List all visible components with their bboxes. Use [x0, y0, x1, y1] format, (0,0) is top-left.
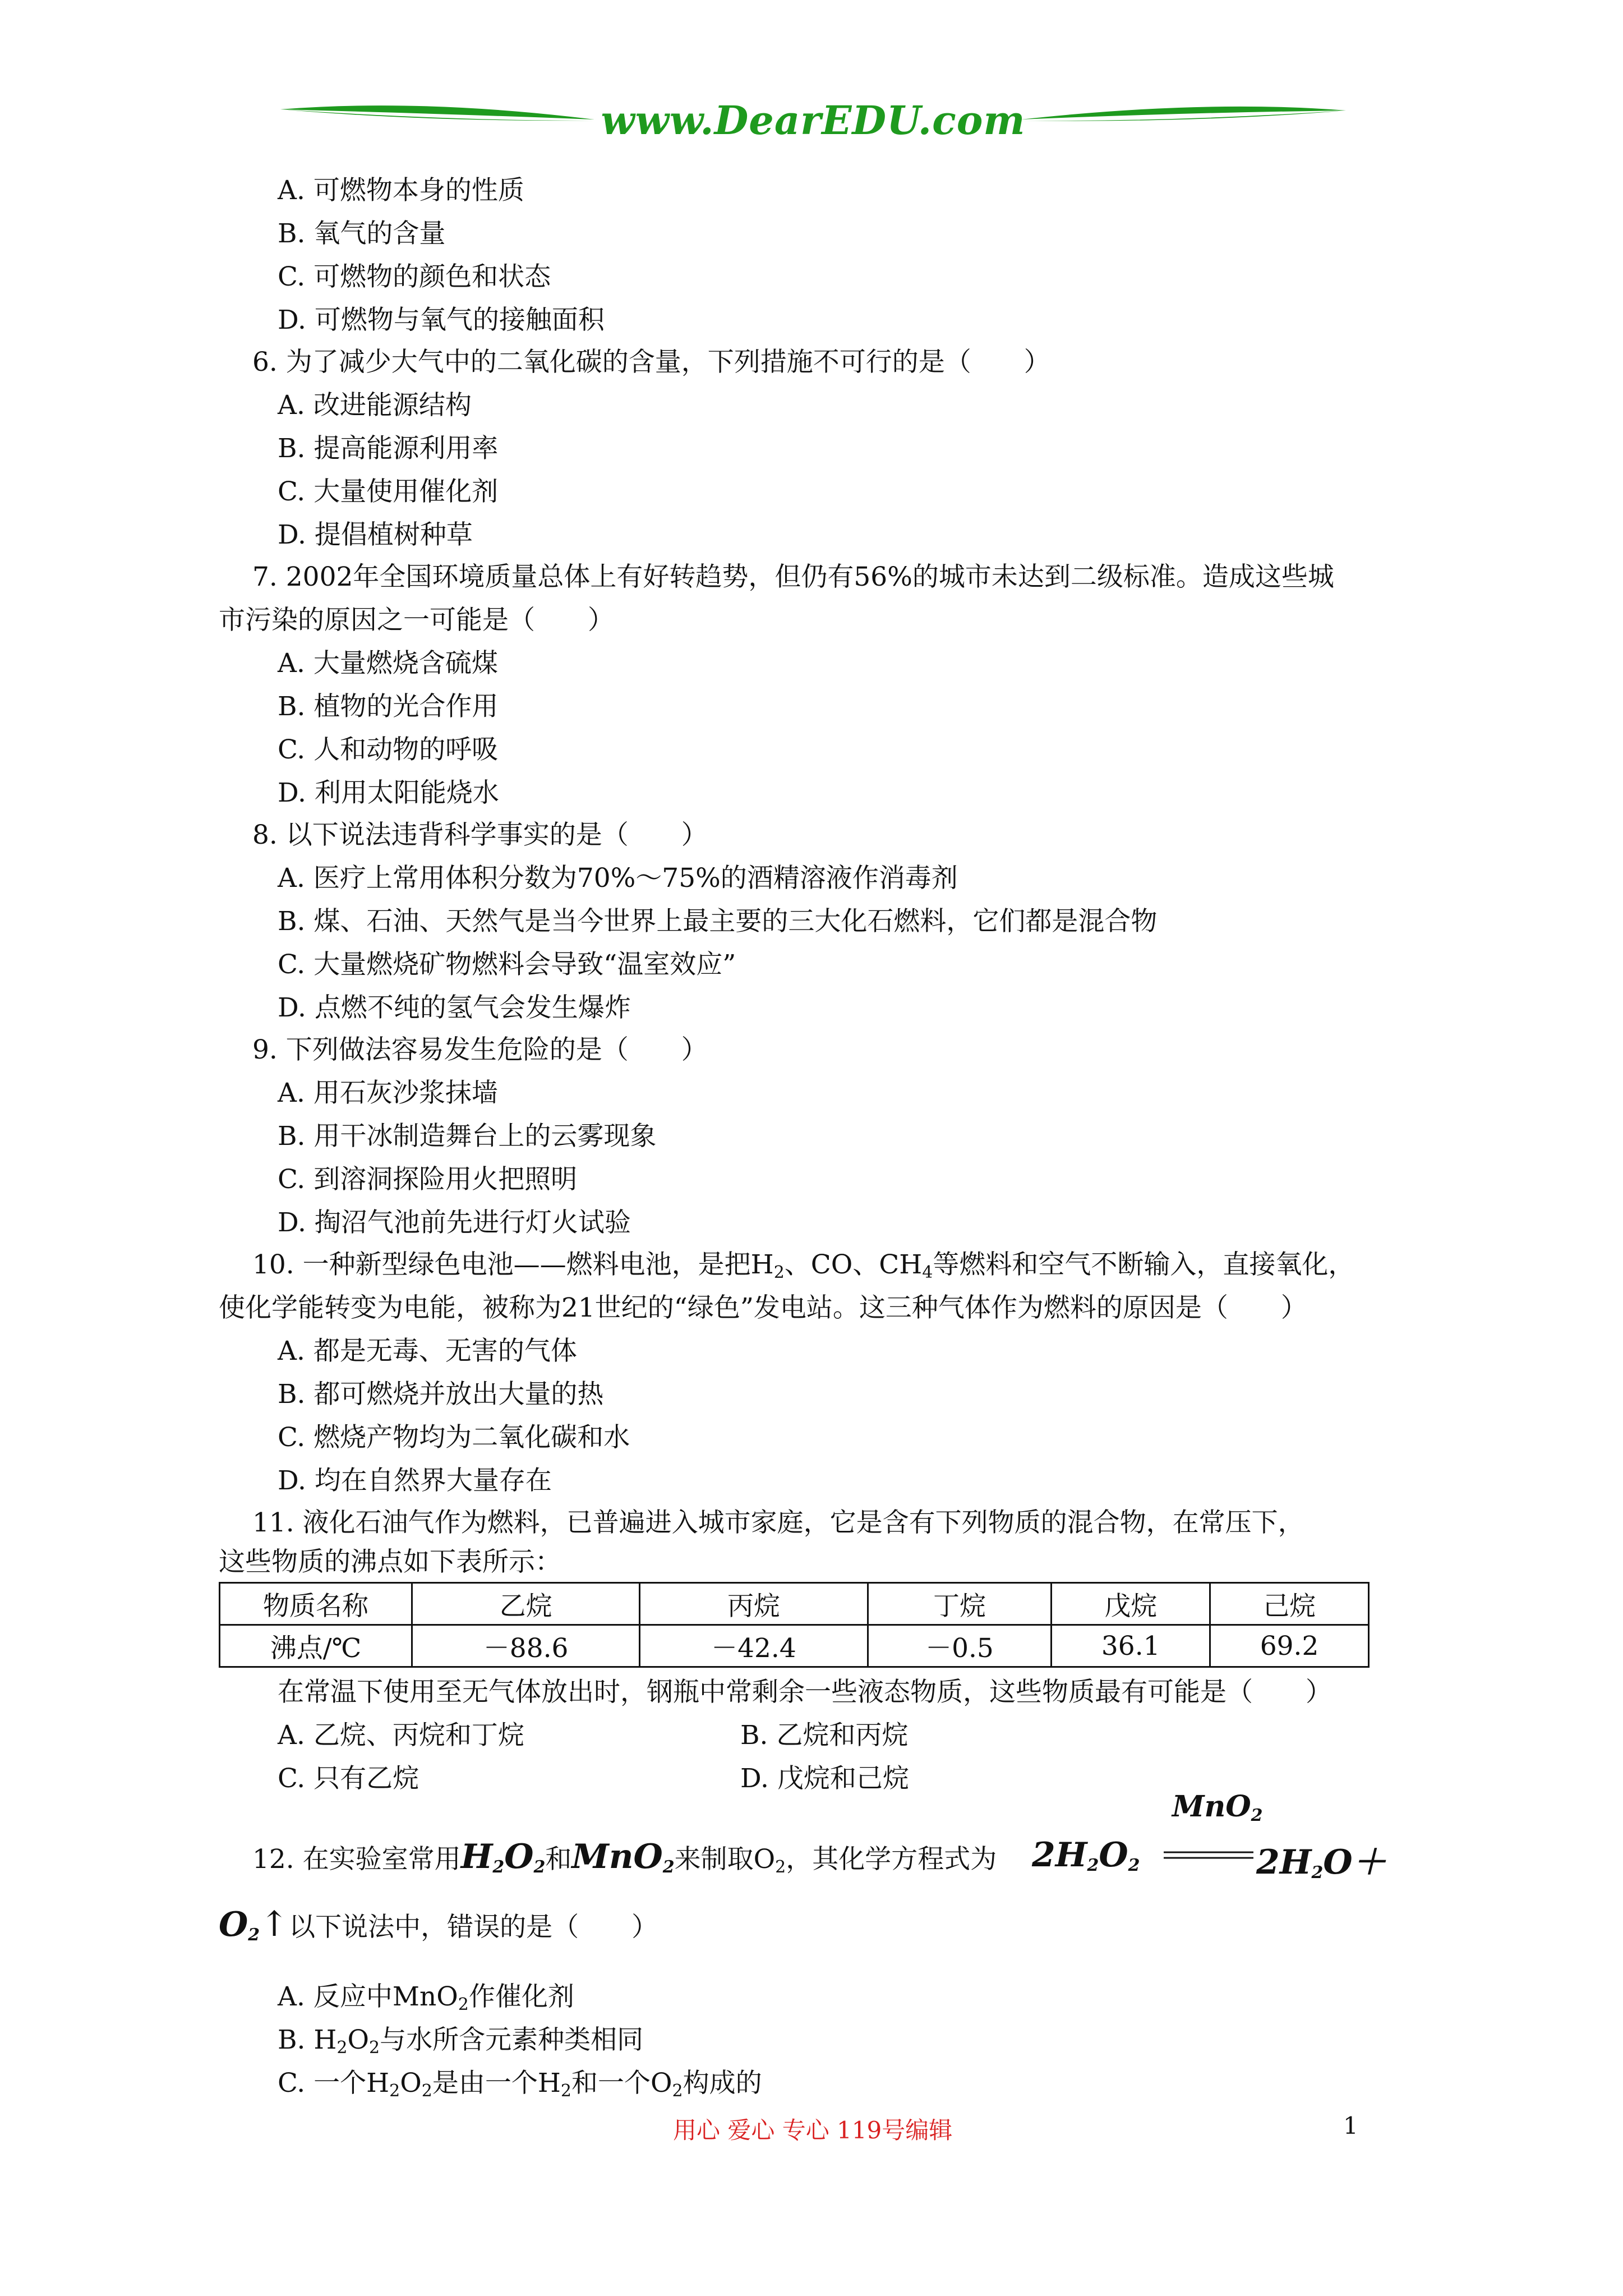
q12-tail: 以下说法中，错误的是（ ） [289, 1912, 658, 1943]
q7-option-b: B. 植物的光合作用 [278, 691, 499, 722]
q7-stem-line1: 7. 2002年全国环境质量总体上有好转趋势，但仍有56%的城市未达到二级标准。造成这些城 [252, 562, 1334, 592]
page-number: 1 [1343, 2112, 1358, 2139]
q10-sub-2: 2 [773, 1263, 785, 1282]
q8-option-d: D. 点燃不纯的氢气会发生爆炸 [278, 992, 631, 1023]
q7-stem-line2: 市污染的原因之一可能是（ ） [219, 605, 614, 636]
q5-option-c: C. 可燃物的颜色和状态 [278, 261, 551, 292]
table-cell: 丁烷 [868, 1583, 1052, 1625]
q10-stem-mid: 、CO、CH [784, 1249, 923, 1280]
q11-option-a: A. 乙烷、丙烷和丁烷 [278, 1720, 524, 1751]
q6-option-a: A. 改进能源结构 [278, 390, 472, 421]
q10-option-c: C. 燃烧产物均为二氧化碳和水 [278, 1422, 630, 1453]
boiling-point-table [219, 1582, 1370, 1668]
table-cell: －88.6 [412, 1625, 640, 1667]
table-cell: 沸点/℃ [220, 1625, 412, 1667]
table-cell: 69.2 [1210, 1625, 1369, 1667]
q10-option-b: B. 都可燃烧并放出大量的热 [278, 1379, 604, 1410]
q12-option-c: C. 一个$H_2O_2$是由一个$H_2$和一个$O_2$构成的 [278, 2068, 762, 2101]
q12-option-b: B. $H_2O_2$与水所含元素种类相同 [278, 2024, 644, 2058]
q5-option-b: B. 氧气的含量 [278, 218, 446, 249]
equation-catalyst: MnO$_2$ [1172, 1789, 1263, 1825]
q7-option-a: A. 大量燃烧含硫煤 [278, 648, 498, 679]
q12-stem-line2 [219, 1903, 658, 1945]
q12-stem-line1: 12. 在实验室常用$H_2O_2$和MnO$_2$来制取$O_2$，其化学方程式为 [252, 1837, 997, 1877]
q6-option-b: B. 提高能源利用率 [278, 433, 499, 464]
q6-stem: 6. 为了减少大气中的二氧化碳的含量，下列措施不可行的是（ ） [252, 347, 1050, 378]
formula-h2o2: $H_2O_2$ [460, 1837, 546, 1877]
q9-option-b: B. 用干冰制造舞台上的云雾现象 [278, 1121, 657, 1152]
q11-option-b: B. 乙烷和丙烷 [740, 1720, 909, 1751]
q10-stem-prefix: 10. 一种新型绿色电池——燃料电池，是把H [252, 1249, 774, 1280]
q7-option-d: D. 利用太阳能烧水 [278, 777, 499, 808]
q12-stem-num: 12. 在实验室常用 [252, 1844, 461, 1875]
gas-arrow-icon: ↑ [260, 1903, 289, 1944]
equation-right: $2H_2O+$ [1256, 1843, 1386, 1883]
q9-stem: 9. 下列做法容易发生危险的是（ ） [252, 1034, 708, 1065]
formula-mno2: MnO$_2$ [571, 1837, 675, 1877]
table-cell: 己烷 [1210, 1583, 1369, 1625]
formula-o2: $O_2$ [219, 1905, 260, 1945]
q12-and: 和 [545, 1844, 572, 1875]
q10-sub-4: 4 [922, 1263, 933, 1282]
q11-stem-line1: 11. 液化石油气作为燃料，已普遍进入城市家庭，它是含有下列物质的混合物，在常压下， [252, 1507, 1304, 1538]
q5-option-d: D. 可燃物与氧气的接触面积 [278, 305, 605, 335]
q6-option-d: D. 提倡植树种草 [278, 519, 473, 550]
table-cell: 物质名称 [220, 1583, 412, 1625]
site-header [280, 93, 1346, 154]
table-cell: 丙烷 [640, 1583, 868, 1625]
q9-option-c: C. 到溶洞探险用火把照明 [278, 1164, 578, 1195]
q10-stem-suffix: 等燃料和空气不断输入，直接氧化， [933, 1249, 1355, 1280]
site-logo-text: www.DearEDU.com [601, 97, 1026, 144]
table-cell: 36.1 [1052, 1625, 1210, 1667]
q11-option-c: C. 只有乙烷 [278, 1763, 419, 1794]
q12-after: ，其化学方程式为 [786, 1844, 997, 1875]
q8-option-a: A. 医疗上常用体积分数为70%～75%的酒精溶液作消毒剂 [278, 863, 958, 894]
q11-option-d: D. 戊烷和己烷 [740, 1763, 909, 1794]
table-cell: －42.4 [640, 1625, 868, 1667]
q7-option-c: C. 人和动物的呼吸 [278, 734, 499, 765]
q9-option-d: D. 掏沼气池前先进行灯火试验 [278, 1207, 631, 1238]
footer-note: 用心 爱心 专心 119号编辑 [673, 2116, 953, 2144]
equation-left: $2H_2O_2$ [1032, 1835, 1140, 1875]
q5-option-a: A. 可燃物本身的性质 [278, 175, 524, 206]
q8-stem: 8. 以下说法违背科学事实的是（ ） [252, 820, 708, 850]
q10-option-a: A. 都是无毒、无害的气体 [278, 1336, 577, 1366]
q10-option-d: D. 均在自然界大量存在 [278, 1465, 552, 1496]
table-row [220, 1625, 1369, 1667]
table-cell: 戊烷 [1052, 1583, 1210, 1625]
q9-option-a: A. 用石灰沙浆抹墙 [278, 1078, 498, 1108]
table-cell: 乙烷 [412, 1583, 640, 1625]
q8-option-c: C. 大量燃烧矿物燃料会导致“温室效应” [278, 949, 736, 980]
q6-option-c: C. 大量使用催化剂 [278, 476, 499, 507]
table-header-row [220, 1583, 1369, 1625]
q11-stem-line2: 这些物质的沸点如下表所示： [219, 1547, 561, 1577]
q12-option-a: A. 反应中MnO$_2$作催化剂 [278, 1981, 574, 2014]
q10-stem-line1 [252, 1248, 1354, 1282]
equation-equals-sign [1164, 1850, 1253, 1861]
q8-option-b: B. 煤、石油、天然气是当今世界上最主要的三大化石燃料，它们都是混合物 [278, 906, 1158, 937]
table-cell: －0.5 [868, 1625, 1052, 1667]
q10-stem-line2: 使化学能转变为电能，被称为21世纪的“绿色”发电站。这三种气体作为燃料的原因是（ ） [219, 1292, 1307, 1323]
q12-mid: 来制取O [674, 1844, 776, 1875]
q11-stem-line3: 在常温下使用至无气体放出时，钢瓶中常剩余一些液态物质，这些物质最有可能是（ ） [278, 1677, 1332, 1708]
